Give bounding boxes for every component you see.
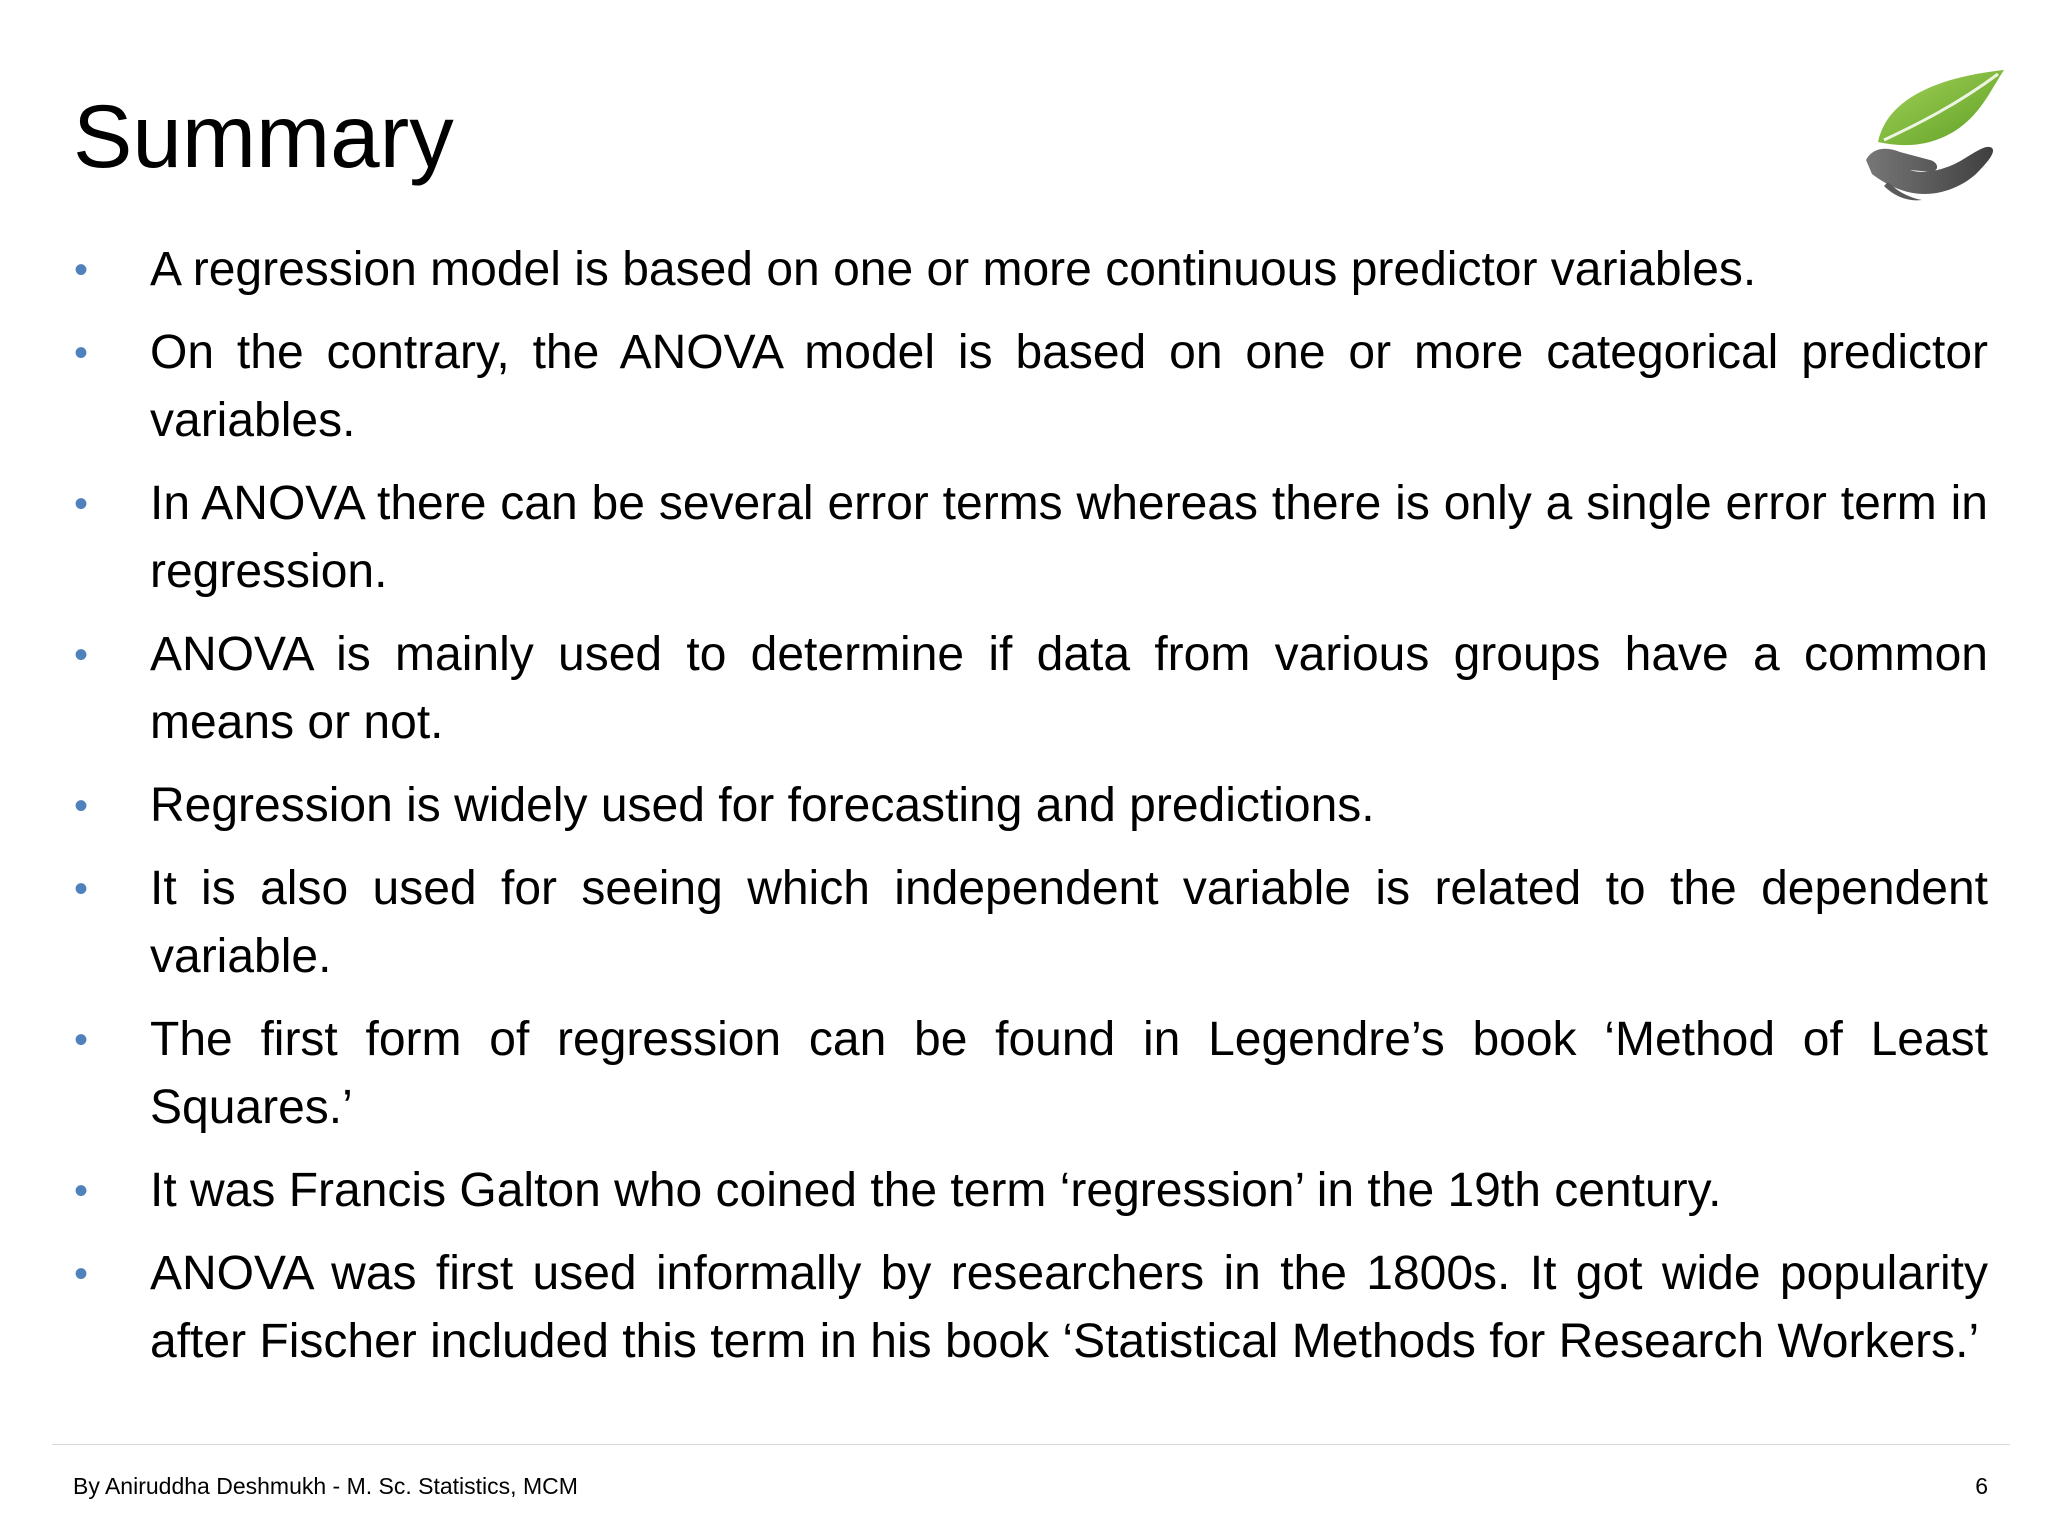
page-number: 6 — [1975, 1473, 1988, 1499]
bullet-text: The first form of regression can be found in Legendre’s book ‘Method of Least Squares.’ — [150, 1013, 1988, 1134]
footer-author: By Aniruddha Deshmukh - M. Sc. Statistics, MCM — [73, 1473, 578, 1499]
list-item — [68, 1157, 1988, 1225]
bullet-text: It is also used for seeing which independent variable is related to the dependent variable. — [150, 862, 1988, 983]
list-item — [68, 470, 1988, 606]
bullet-text: It was Francis Galton who coined the term ‘regression’ in the 19th century. — [150, 1164, 1722, 1217]
bullet-marker: • — [74, 1252, 89, 1296]
list-item — [68, 1006, 1988, 1142]
bullet-text: A regression model is based on one or more continuous predictor variables. — [150, 243, 1757, 296]
bullet-text: ANOVA is mainly used to determine if data from various groups have a common means or not. — [150, 628, 1988, 749]
bullet-text: In ANOVA there can be several error terms whereas there is only a single error term in regression. — [150, 477, 1988, 598]
list-item — [68, 772, 1988, 840]
bullet-marker: • — [74, 784, 89, 828]
footer-divider — [52, 1444, 2010, 1445]
list-item — [68, 1240, 1988, 1376]
bullet-marker: • — [74, 331, 89, 375]
bullet-text: On the contrary, the ANOVA model is based on one or more categorical predictor variables. — [150, 326, 1988, 447]
slide-title: Summary — [73, 86, 454, 186]
bullet-marker: • — [74, 867, 89, 911]
bullet-marker: • — [74, 1169, 89, 1213]
bullet-marker: • — [74, 248, 89, 292]
bullet-text: ANOVA was first used informally by researchers in the 1800s. It got wide popularity after Fischer included this term in his book ‘Statistical Methods for Research Workers.’ — [150, 1247, 1988, 1368]
bullet-text: Regression is widely used for forecasting and predictions. — [150, 779, 1375, 832]
list-item — [68, 855, 1988, 991]
leaf-hand-logo-icon — [1858, 64, 2008, 204]
list-item — [68, 319, 1988, 455]
bullet-marker: • — [74, 482, 89, 526]
list-item — [68, 236, 1988, 304]
bullet-marker: • — [74, 633, 89, 677]
bullet-list — [68, 236, 1988, 1391]
bullet-marker: • — [74, 1018, 89, 1062]
list-item — [68, 621, 1988, 757]
